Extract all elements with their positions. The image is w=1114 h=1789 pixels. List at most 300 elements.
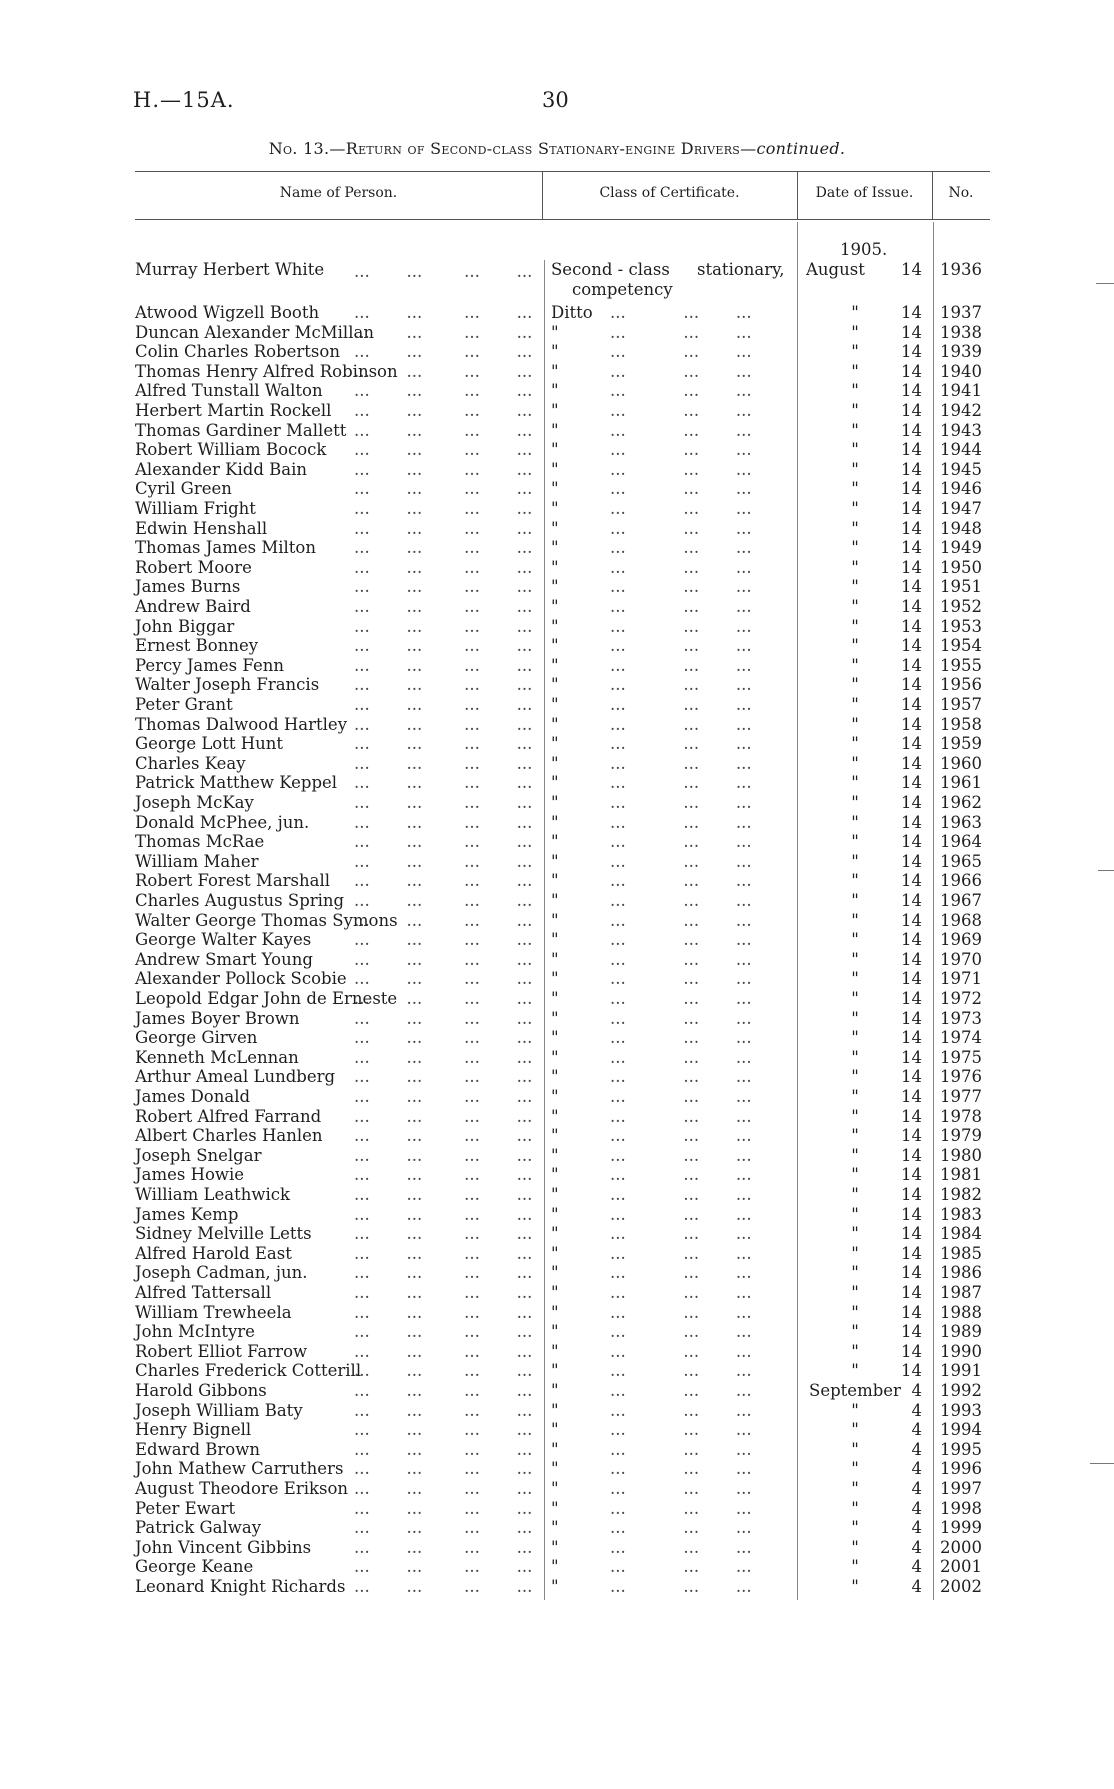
leader-dots: ... ... ... [610, 1302, 752, 1322]
person-name: William Fright [135, 499, 256, 518]
issue-month: " [851, 969, 859, 989]
table-row [0, 1322, 1114, 1342]
table-row [0, 1440, 1114, 1460]
issue-month: " [851, 1106, 859, 1126]
certificate-number: 1952 [940, 597, 982, 616]
certificate-number: 1963 [940, 812, 982, 832]
certificate-number: 1980 [940, 1145, 982, 1165]
person-name: Robert Elliot Farrow [135, 1341, 308, 1361]
certificate-number: 1947 [940, 499, 982, 518]
issue-day: 4 [911, 1459, 922, 1479]
leader-dots: ... ... ... [610, 420, 752, 440]
issue-month: " [851, 1459, 859, 1479]
issue-month: " [851, 479, 859, 499]
certificate-class: " [551, 1106, 559, 1126]
table-row [0, 1479, 1114, 1499]
person-name: Patrick Matthew Keppel [135, 773, 338, 793]
certificate-class: " [551, 753, 559, 773]
certificate-class: " [551, 812, 559, 832]
leader-dots: ... ... ... [610, 1224, 752, 1244]
issue-day: 14 [901, 361, 922, 381]
certificate-class: " [551, 949, 559, 969]
certificate-class: " [551, 1577, 559, 1596]
certificate-class: " [551, 420, 559, 440]
leader-dots: ... ... ... [610, 1498, 752, 1518]
certificate-number: 1975 [940, 1047, 982, 1067]
table-row [0, 773, 1114, 793]
table-row [0, 754, 1114, 774]
certificate-class: " [551, 1008, 559, 1028]
table-row [0, 1283, 1114, 1303]
issue-day: 14 [901, 1067, 922, 1087]
certificate-number: 1986 [940, 1263, 982, 1283]
certificate-number: 1988 [940, 1302, 982, 1322]
leader-dots: ... ... ... [610, 1322, 752, 1342]
certificate-number: 1990 [940, 1341, 982, 1361]
person-name: James Howie [135, 1165, 245, 1185]
issue-day: 14 [901, 1165, 922, 1185]
leader-dots: ... ... ... ... [354, 1243, 533, 1263]
table-row [0, 1499, 1114, 1519]
leader-dots: ... ... ... ... [354, 1537, 533, 1557]
person-name: Peter Grant [135, 695, 233, 714]
leader-dots: ... ... ... ... [354, 753, 533, 773]
certificate-class: " [551, 342, 559, 362]
leader-dots: ... ... ... ... [354, 420, 533, 440]
issue-day: 14 [901, 381, 922, 401]
issue-month: " [851, 1518, 859, 1538]
person-name: Walter George Thomas Symons [135, 910, 398, 930]
issue-month: " [851, 401, 859, 420]
person-name: Robert Alfred Farrand [135, 1106, 322, 1126]
table-row [0, 479, 1114, 499]
issue-month: " [851, 1224, 859, 1244]
issue-month: " [851, 381, 859, 401]
leader-dots: ... ... ... ... [354, 518, 533, 538]
leader-dots: ... ... ... [610, 675, 752, 695]
leader-dots: ... ... ... ... [354, 1185, 533, 1204]
issue-month: " [851, 1185, 859, 1204]
leader-dots: ... ... ... ... [354, 1126, 533, 1146]
certificate-number: 1969 [940, 930, 982, 950]
leader-dots: ... ... ... ... [354, 1283, 533, 1302]
certificate-class: " [551, 871, 559, 891]
certificate-number: 1940 [940, 361, 982, 381]
table-row [0, 1538, 1114, 1558]
certificate-class: " [551, 440, 559, 460]
issue-day: 4 [911, 1537, 922, 1557]
issue-day: 4 [911, 1439, 922, 1459]
column-header-date: Date of Issue. [815, 185, 914, 201]
issue-month: " [851, 793, 859, 812]
table-row [0, 260, 1114, 300]
issue-day: 14 [901, 851, 922, 871]
person-name: Andrew Smart Young [135, 949, 313, 969]
leader-dots: ... ... ... [610, 1067, 752, 1087]
header-top-rule [135, 171, 990, 172]
issue-month: " [851, 1420, 859, 1440]
issue-month: " [851, 557, 859, 577]
person-name: George Lott Hunt [135, 734, 284, 754]
issue-month: " [851, 1283, 859, 1302]
table-row [0, 793, 1114, 813]
table-row [0, 1401, 1114, 1421]
leader-dots: ... ... ... [610, 1577, 752, 1596]
person-name: Harold Gibbons [135, 1381, 267, 1400]
certificate-class: " [551, 499, 559, 518]
leader-dots: ... ... ... [610, 1283, 752, 1302]
table-row [0, 950, 1114, 970]
person-name: Charles Keay [135, 753, 246, 773]
leader-dots: ... ... ... ... [354, 1067, 533, 1087]
certificate-class: " [551, 1204, 559, 1224]
issue-day: 14 [901, 1361, 922, 1381]
table-row [0, 362, 1114, 382]
table-row [0, 538, 1114, 558]
table-row [0, 969, 1114, 989]
issue-day: 14 [901, 989, 922, 1008]
person-name: James Kemp [135, 1204, 239, 1224]
table-row [0, 1185, 1114, 1205]
certificate-class: " [551, 1283, 559, 1302]
certificate-class: " [551, 1420, 559, 1440]
table-row [0, 1048, 1114, 1068]
certificate-class: " [551, 1067, 559, 1087]
issue-day: 14 [901, 1204, 922, 1224]
certificate-number: 1978 [940, 1106, 982, 1126]
certificate-class: " [551, 832, 559, 852]
person-name: James Burns [135, 577, 241, 597]
person-name: Robert Forest Marshall [135, 871, 331, 891]
table-row [0, 499, 1114, 519]
issue-month: " [851, 538, 859, 558]
table-row [0, 911, 1114, 931]
issue-month: " [851, 949, 859, 969]
certificate-number: 1996 [940, 1459, 982, 1479]
leader-dots: ... ... ... ... [354, 1459, 533, 1479]
leader-dots: ... ... ... ... [354, 342, 533, 362]
leader-dots: ... ... ... ... [354, 1577, 533, 1596]
issue-day: 4 [911, 1498, 922, 1518]
certificate-number: 1979 [940, 1126, 982, 1146]
table-row [0, 1126, 1114, 1146]
leader-dots: ... ... ... [610, 1126, 752, 1146]
table-row [0, 1244, 1114, 1264]
certificate-class: " [551, 1145, 559, 1165]
leader-dots: ... ... ... ... [354, 1263, 533, 1283]
person-name: Albert Charles Hanlen [135, 1126, 323, 1146]
leader-dots: ... ... ... [610, 616, 752, 636]
leader-dots: ... ... ... ... [354, 851, 533, 871]
certificate-number: 1941 [940, 381, 982, 401]
table-row [0, 1146, 1114, 1166]
issue-day: 14 [901, 1087, 922, 1106]
certificate-number: 1961 [940, 773, 982, 793]
certificate-class: " [551, 1381, 559, 1400]
leader-dots: ... ... ... ... [354, 262, 533, 281]
leader-dots: ... ... ... ... [354, 381, 533, 401]
person-name: Thomas Henry Alfred Robinson [135, 361, 398, 381]
certificate-number: 1950 [940, 557, 982, 577]
issue-day: 14 [901, 577, 922, 597]
issue-month: " [851, 1263, 859, 1283]
issue-day: 14 [901, 1145, 922, 1165]
certificate-number: 1953 [940, 616, 982, 636]
leader-dots: ... ... ... ... [354, 1087, 533, 1106]
table-row [0, 303, 1114, 323]
person-name: Leopold Edgar John de Erneste [135, 989, 398, 1008]
column-header-class: Class of Certificate. [599, 185, 740, 201]
person-name: Alexander Kidd Bain [135, 459, 308, 479]
table-row [0, 1459, 1114, 1479]
certificate-class: " [551, 1047, 559, 1067]
issue-month: " [851, 636, 859, 656]
issue-month: " [851, 1577, 859, 1596]
issue-day: 4 [911, 1577, 922, 1596]
table-row [0, 440, 1114, 460]
person-name: Thomas McRae [135, 832, 265, 852]
person-name: Henry Bignell [135, 1420, 252, 1440]
certificate-class: Second - class [551, 260, 670, 279]
certificate-class: " [551, 1537, 559, 1557]
issue-month: " [851, 1165, 859, 1185]
issue-day: 14 [901, 969, 922, 989]
certificate-number: 1987 [940, 1283, 982, 1302]
leader-dots: ... ... ... [610, 577, 752, 597]
issue-month: " [851, 1322, 859, 1342]
issue-day: 14 [901, 832, 922, 852]
person-name: Patrick Galway [135, 1518, 262, 1538]
certificate-class: " [551, 734, 559, 754]
certificate-number: 1936 [940, 260, 982, 279]
certificate-class: " [551, 851, 559, 871]
certificate-class: " [551, 381, 559, 401]
certificate-class: " [551, 773, 559, 793]
leader-dots: ... ... ... ... [354, 734, 533, 754]
issue-month: " [851, 812, 859, 832]
certificate-class: " [551, 1165, 559, 1185]
issue-month: " [851, 832, 859, 852]
person-name: John Mathew Carruthers [135, 1459, 344, 1479]
leader-dots: ... ... ... ... [354, 1165, 533, 1185]
person-name: Alfred Tattersall [135, 1283, 272, 1302]
person-name: Edward Brown [135, 1439, 260, 1459]
leader-dots: ... ... ... ... [354, 1498, 533, 1518]
person-name: Kenneth McLennan [135, 1047, 299, 1067]
issue-month: " [851, 499, 859, 518]
issue-day: 14 [901, 695, 922, 714]
leader-dots: ... ... ... [610, 891, 752, 910]
certificate-class-line2: competency [572, 280, 673, 299]
issue-day: 14 [901, 1185, 922, 1204]
issue-day: 14 [901, 557, 922, 577]
person-name: Alfred Harold East [135, 1243, 292, 1263]
table-row [0, 1381, 1114, 1401]
column-header-no: No. [948, 185, 974, 201]
issue-day: 14 [901, 440, 922, 460]
certificate-number: 1962 [940, 793, 982, 812]
issue-day: 14 [901, 812, 922, 832]
issue-day: 14 [901, 1047, 922, 1067]
leader-dots: ... ... ... [610, 812, 752, 832]
issue-month: " [851, 1498, 859, 1518]
table-row [0, 852, 1114, 872]
leader-dots: ... ... ... ... [354, 557, 533, 577]
issue-day: 14 [901, 420, 922, 440]
table-row [0, 1342, 1114, 1362]
issue-month: " [851, 1302, 859, 1322]
leader-dots: ... ... ... ... [354, 949, 533, 969]
certificate-number: 1944 [940, 440, 982, 460]
leader-dots: ... ... ... [610, 655, 752, 675]
person-name: Robert Moore [135, 557, 252, 577]
person-name: John McIntyre [135, 1322, 255, 1342]
leader-dots: ... ... ... [610, 499, 752, 518]
certificate-number: 1982 [940, 1185, 982, 1204]
issue-day: 14 [901, 891, 922, 910]
person-name: Colin Charles Robertson [135, 342, 340, 362]
person-name: Murray Herbert White [135, 260, 325, 279]
issue-day: 4 [911, 1518, 922, 1538]
table-row [0, 871, 1114, 891]
person-name: Arthur Ameal Lundberg [135, 1067, 336, 1087]
leader-dots: ... ... ... ... [354, 714, 533, 734]
leader-dots: ... ... ... ... [354, 793, 533, 812]
certificate-number: 1999 [940, 1518, 982, 1538]
leader-dots: ... ... ... ... [354, 636, 533, 656]
person-name: George Keane [135, 1557, 254, 1577]
leader-dots: ... ... ... [610, 1518, 752, 1538]
certificate-number: 2002 [940, 1577, 982, 1596]
issue-day: 4 [911, 1420, 922, 1440]
leader-dots: ... ... ... [610, 1557, 752, 1577]
certificate-class: " [551, 1341, 559, 1361]
leader-dots: ... ... ... ... [354, 891, 533, 910]
certificate-number: 1968 [940, 910, 982, 930]
column-header-name: Name of Person. [279, 185, 398, 201]
certificate-class: " [551, 969, 559, 989]
certificate-number: 1998 [940, 1498, 982, 1518]
issue-day: 14 [901, 949, 922, 969]
certificate-number: 1995 [940, 1439, 982, 1459]
leader-dots: ... ... ... ... [354, 1145, 533, 1165]
certificate-class: " [551, 695, 559, 714]
certificate-number: 1945 [940, 459, 982, 479]
leader-dots: ... ... ... ... [354, 1322, 533, 1342]
leader-dots: ... ... ... ... [354, 1204, 533, 1224]
person-name: James Donald [135, 1087, 251, 1106]
leader-dots: ... ... ... ... [354, 577, 533, 597]
page-number: 30 [542, 88, 569, 112]
issue-day: 14 [901, 1126, 922, 1146]
certificate-class-cont: stationary, [697, 260, 785, 279]
issue-day: 14 [901, 1322, 922, 1342]
issue-day: 14 [901, 910, 922, 930]
leader-dots: ... ... ... [610, 871, 752, 891]
person-name: Andrew Baird [135, 597, 251, 616]
leader-dots: ... ... ... ... [354, 597, 533, 616]
leader-dots: ... ... ... ... [354, 871, 533, 891]
issue-day: 14 [901, 773, 922, 793]
issue-month: " [851, 1341, 859, 1361]
certificate-class: " [551, 361, 559, 381]
leader-dots: ... ... ... [610, 1165, 752, 1185]
issue-month: " [851, 1557, 859, 1577]
issue-month: " [851, 1361, 859, 1381]
issue-month: " [851, 1067, 859, 1087]
table-row [0, 1263, 1114, 1283]
issue-day: 14 [901, 636, 922, 656]
leader-dots: ... ... ... ... [354, 303, 533, 322]
issue-day: 14 [901, 322, 922, 342]
certificate-class: " [551, 891, 559, 910]
leader-dots: ... ... ... [610, 361, 752, 381]
leader-dots: ... ... ... ... [354, 832, 533, 852]
issue-day: 4 [911, 1400, 922, 1420]
table-row [0, 1205, 1114, 1225]
leader-dots: ... ... ... [610, 479, 752, 499]
issue-month: " [851, 577, 859, 597]
leader-dots: ... ... ... [610, 910, 752, 930]
table-row [0, 1028, 1114, 1048]
leader-dots: ... ... ... [610, 1479, 752, 1498]
person-name: Joseph McKay [135, 793, 254, 812]
leader-dots: ... ... ... ... [354, 459, 533, 479]
person-name: William Leathwick [135, 1185, 290, 1204]
header-bottom-rule [135, 219, 990, 220]
issue-month: " [851, 459, 859, 479]
leader-dots: ... ... ... ... [354, 910, 533, 930]
certificate-number: 1951 [940, 577, 982, 597]
table-row [0, 1165, 1114, 1185]
issue-month: " [851, 1243, 859, 1263]
certificate-class: " [551, 1126, 559, 1146]
certificate-number: 1957 [940, 695, 982, 714]
certificate-class: " [551, 322, 559, 342]
issue-day: 14 [901, 1263, 922, 1283]
certificate-class: " [551, 557, 559, 577]
year-heading: 1905. [840, 240, 888, 259]
leader-dots: ... ... ... [610, 303, 752, 322]
table-row [0, 1518, 1114, 1538]
table-title [0, 139, 1114, 158]
issue-day: 14 [901, 303, 922, 322]
certificate-number: 1997 [940, 1479, 982, 1498]
certificate-number: 1942 [940, 401, 982, 420]
issue-month: September [809, 1381, 901, 1400]
leader-dots: ... ... ... [610, 1204, 752, 1224]
issue-day: 14 [901, 793, 922, 812]
leader-dots: ... ... ... ... [354, 1106, 533, 1126]
person-name: Thomas Dalwood Hartley [135, 714, 348, 734]
issue-day: 14 [901, 1283, 922, 1302]
issue-month: " [851, 420, 859, 440]
leader-dots: ... ... ... ... [354, 1420, 533, 1440]
person-name: Robert William Bocock [135, 440, 327, 460]
issue-month: " [851, 1028, 859, 1048]
table-row [0, 342, 1114, 362]
issue-day: 14 [901, 479, 922, 499]
certificate-number: 1985 [940, 1243, 982, 1263]
issue-day: 14 [901, 401, 922, 420]
leader-dots: ... ... ... ... [354, 499, 533, 518]
issue-month: " [851, 1145, 859, 1165]
table-row [0, 989, 1114, 1009]
document-reference: H.—15A. [133, 88, 235, 112]
leader-dots: ... ... ... [610, 753, 752, 773]
certificate-number: 1992 [940, 1381, 982, 1400]
certificate-class: " [551, 1224, 559, 1244]
